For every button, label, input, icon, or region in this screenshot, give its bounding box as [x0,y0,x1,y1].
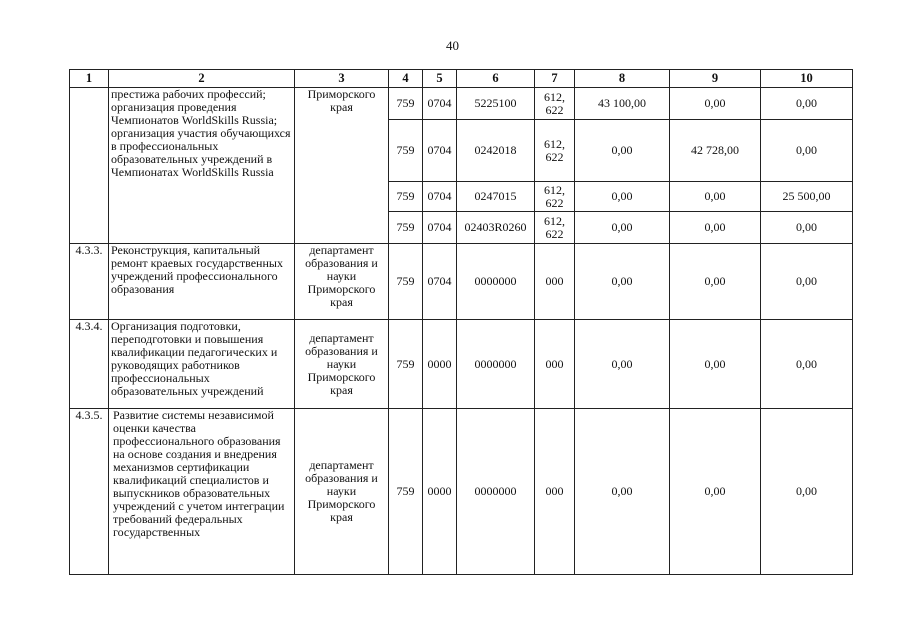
col10-cell: 0,00 [761,244,853,320]
col8-cell: 0,00 [575,409,670,575]
col10-cell: 0,00 [761,120,853,182]
col10-cell: 0,00 [761,88,853,120]
header-col-4: 4 [389,70,423,88]
col5-cell: 0704 [423,120,457,182]
col5-cell: 0000 [423,320,457,409]
col6-cell: 0000000 [457,320,535,409]
col10-cell: 25 500,00 [761,182,853,212]
col4-cell: 759 [389,120,423,182]
col8-cell: 0,00 [575,120,670,182]
table-row [70,88,853,120]
col9-cell: 0,00 [670,409,761,575]
item-code [70,88,109,244]
col8-cell: 0,00 [575,320,670,409]
header-col-6: 6 [457,70,535,88]
col10-cell: 0,00 [761,212,853,244]
col9-cell: 0,00 [670,320,761,409]
col7-cell: 612, 622 [535,120,575,182]
col5-cell: 0000 [423,409,457,575]
table-row [70,320,853,409]
col4-cell: 759 [389,320,423,409]
col9-cell: 0,00 [670,88,761,120]
budget-table [69,69,853,575]
col9-cell: 0,00 [670,182,761,212]
col8-cell: 0,00 [575,212,670,244]
header-col-7: 7 [535,70,575,88]
table-row [70,244,853,320]
col7-cell: 612, 622 [535,212,575,244]
col5-cell: 0704 [423,244,457,320]
col10-cell: 0,00 [761,409,853,575]
col7-cell: 000 [535,244,575,320]
header-col-9: 9 [670,70,761,88]
item-description: Развитие системы независимой оценки качества профессионального образования на основе создания и внедрения механизмов сертификации квалификаций специалистов и выпускников образовательных учреждений с учетом интеграции требований федеральных государственных [113,409,285,539]
col7-cell: 612, 622 [535,88,575,120]
col4-cell: 759 [389,409,423,575]
col6-cell: 0000000 [457,244,535,320]
col7-cell: 000 [535,320,575,409]
header-col-8: 8 [575,70,670,88]
item-description: Организация подготовки, переподготовки и повышения квалификации педагогических и руководящих работников профессиональных образовательных учреждений [109,320,295,409]
item-code: 4.3.4. [70,320,109,409]
item-description: престижа рабочих профессий; организация проведения Чемпионатов WorldSkills Russia; организация участия обучающихся в профессиональных образовательных учреждений в Чемпионатах WorldSkills Russia [109,88,295,244]
header-col-2: 2 [109,70,295,88]
col10-cell: 0,00 [761,320,853,409]
col9-cell: 0,00 [670,212,761,244]
item-responsible: департамент образования и науки Приморского края [295,409,389,575]
col6-cell: 02403R0260 [457,212,535,244]
col9-cell: 42 728,00 [670,120,761,182]
header-col-3: 3 [295,70,389,88]
col9-cell: 0,00 [670,244,761,320]
col4-cell: 759 [389,88,423,120]
col5-cell: 0704 [423,212,457,244]
col4-cell: 759 [389,244,423,320]
header-col-10: 10 [761,70,853,88]
page-number: 40 [446,38,459,53]
col7-cell: 612, 622 [535,182,575,212]
item-code: 4.3.3. [70,244,109,320]
item-description-cell [109,409,295,575]
table-row [70,409,853,575]
col6-cell: 5225100 [457,88,535,120]
header-col-5: 5 [423,70,457,88]
col7-cell: 000 [535,409,575,575]
item-code: 4.3.5. [70,409,109,575]
col8-cell: 0,00 [575,244,670,320]
col8-cell: 43 100,00 [575,88,670,120]
col8-cell: 0,00 [575,182,670,212]
col6-cell: 0247015 [457,182,535,212]
col4-cell: 759 [389,212,423,244]
header-row [70,70,853,88]
col6-cell: 0242018 [457,120,535,182]
col5-cell: 0704 [423,88,457,120]
col6-cell: 0000000 [457,409,535,575]
item-description: Реконструкция, капитальный ремонт краевых государственных учреждений профессионального образования [109,244,295,320]
col4-cell: 759 [389,182,423,212]
item-responsible: департамент образования и науки Приморского края [295,244,389,320]
col5-cell: 0704 [423,182,457,212]
item-responsible: департамент образования и науки Приморского края [295,320,389,409]
item-responsible: Приморского края [295,88,389,244]
header-col-1: 1 [70,70,109,88]
